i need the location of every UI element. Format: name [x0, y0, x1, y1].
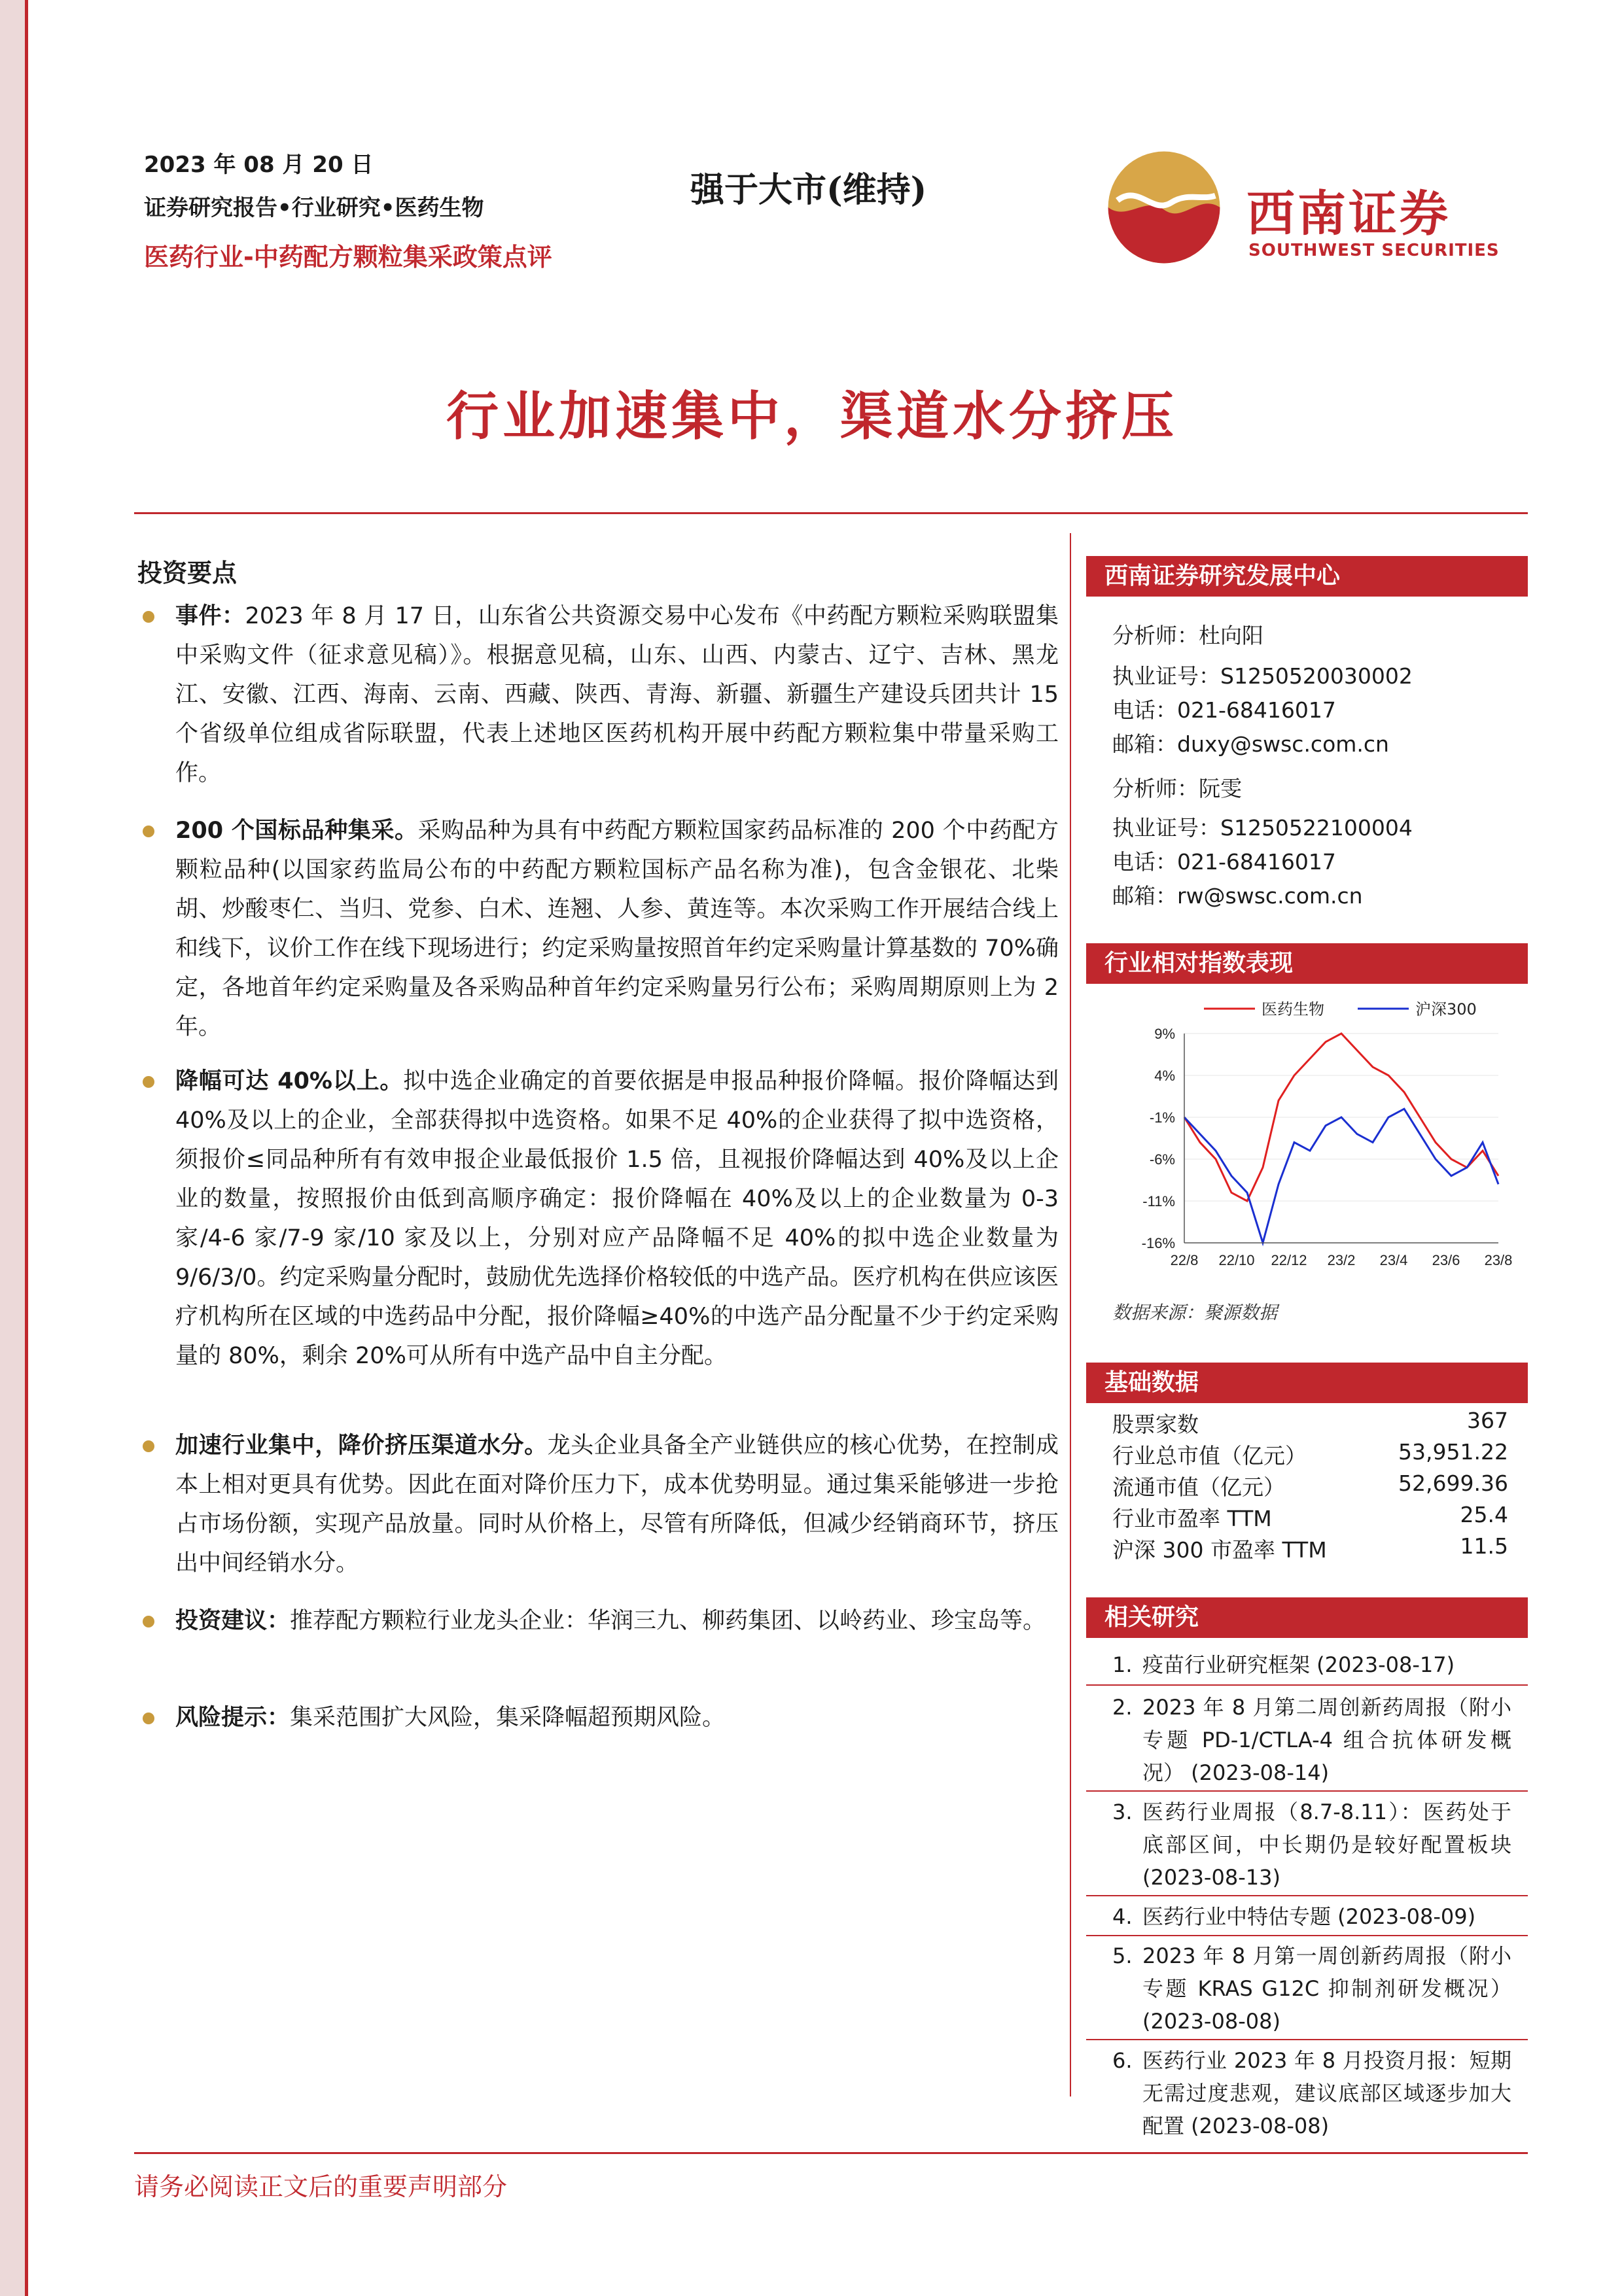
- basic-row: [1112, 1533, 1508, 1564]
- chart-source: 数据来源：聚源数据: [1112, 1302, 1278, 1323]
- analyst-1-email[interactable]: 邮箱：duxy@swsc.com.cn: [1112, 731, 1389, 757]
- basic-label: 沪深 300 市盈率 TTM: [1112, 1537, 1327, 1563]
- related-num: 4.: [1112, 1904, 1133, 1929]
- related-text: 2023 年 8 月第一周创新药周报（附小专题 KRAS G12C 抑制剂研发概况） (2023-08-08): [1142, 1943, 1511, 2034]
- index-performance-bar: 行业相对指数表现: [1086, 943, 1528, 984]
- analyst-2-phone: 电话：021-68416017: [1112, 849, 1336, 875]
- bullet-lead: 降幅可达 40%以上。: [175, 1068, 404, 1094]
- rating: 强于大市(维持): [690, 170, 927, 210]
- bullet-risk: [143, 1698, 1059, 1737]
- logo-emblem-icon: [1106, 149, 1222, 266]
- footer-disclaimer: 请务必阅读正文后的重要声明部分: [134, 2172, 508, 2201]
- related-item[interactable]: [1112, 1691, 1511, 1789]
- chart-x-tick: 23/2: [1327, 1252, 1356, 1268]
- related-divider: [1086, 1935, 1528, 1936]
- basic-row: [1112, 1502, 1508, 1533]
- bullet-lead: 风险提示：: [175, 1705, 291, 1731]
- chart-legend-label: 沪深300: [1415, 1000, 1477, 1018]
- chart-x-tick: 23/8: [1484, 1252, 1513, 1268]
- analyst-1-phone: 电话：021-68416017: [1112, 697, 1336, 723]
- bullet-text: 龙头企业具备全产业链供应的核心优势，在控制成本上相对更具有优势。因此在面对降价压力下，成本优势明显。通过集采能够进一步抢占市场份额，实现产品放量。同时从价格上，尽管有所降低，但减少经销商环节，挤压出中间经销水分。: [175, 1433, 1059, 1576]
- chart-x-tick: 22/12: [1271, 1252, 1307, 1268]
- related-research-bar: 相关研究: [1086, 1597, 1528, 1638]
- related-divider: [1086, 1790, 1528, 1792]
- analyst-1-cert: 执业证号：S1250520030002: [1112, 663, 1413, 689]
- related-item[interactable]: [1112, 1796, 1511, 1894]
- bullet-text: 集采范围扩大风险，集采降幅超预期风险。: [290, 1705, 726, 1731]
- research-center-bar: 西南证券研究发展中心: [1086, 556, 1528, 597]
- basic-row: [1112, 1439, 1508, 1470]
- chart-y-tick: -1%: [1149, 1109, 1175, 1126]
- related-text: 医药行业中特估专题 (2023-08-09): [1142, 1904, 1476, 1929]
- index-line-chart: [1093, 994, 1525, 1282]
- investment-heading: 投资要点: [137, 559, 238, 587]
- related-num: 1.: [1112, 1652, 1133, 1677]
- bullet-lead: 投资建议：: [175, 1608, 291, 1634]
- related-item[interactable]: [1112, 1900, 1511, 1933]
- basic-label: 行业总市值（亿元）: [1112, 1443, 1307, 1469]
- related-item[interactable]: [1112, 1648, 1511, 1681]
- report-subtitle: 医药行业-中药配方颗粒集采政策点评: [144, 243, 552, 271]
- related-text: 医药行业 2023 年 8 月投资月报：短期无需过度悲观，建议底部区域逐步加大配置 (2023-08-08): [1142, 2048, 1511, 2138]
- analyst-2-cert: 执业证号：S1250522100004: [1112, 815, 1413, 841]
- chart-x-tick: 22/8: [1170, 1252, 1199, 1268]
- basic-value: 25.4: [1460, 1502, 1508, 1527]
- column-divider: [1070, 533, 1071, 2096]
- basic-value: 52,699.36: [1398, 1470, 1508, 1496]
- basic-value: 11.5: [1460, 1533, 1508, 1559]
- related-text: 2023 年 8 月第二周创新药周报（附小专题 PD-1/CTLA-4 组合抗体研发概况） (2023-08-14): [1142, 1695, 1511, 1785]
- related-text: 医药行业周报（8.7-8.11）：医药处于底部区间，中长期仍是较好配置板块 (2023-08-13): [1142, 1800, 1511, 1890]
- related-num: 6.: [1112, 2048, 1133, 2073]
- report-date: 2023 年 08 月 20 日: [144, 152, 374, 178]
- bullet-text: 推荐配方颗粒行业龙头企业：华润三九、柳药集团、以岭药业、珍宝岛等。: [290, 1608, 1046, 1634]
- related-num: 5.: [1112, 1943, 1133, 1968]
- chart-series-line-1: [1184, 1109, 1498, 1243]
- bullet-lead: 200 个国标品种集采。: [175, 818, 418, 844]
- basic-label: 行业市盈率 TTM: [1112, 1506, 1272, 1531]
- title-divider: [134, 512, 1528, 514]
- chart-x-tick: 22/10: [1218, 1252, 1255, 1268]
- related-divider: [1086, 1684, 1528, 1686]
- chart-y-tick: -16%: [1141, 1235, 1175, 1251]
- related-divider: [1086, 2039, 1528, 2040]
- basic-value: 53,951.22: [1398, 1439, 1508, 1465]
- related-divider: [1086, 1895, 1528, 1896]
- bullet-200-varieties: [143, 811, 1059, 1047]
- bullet-lead: 事件：: [175, 603, 245, 629]
- basic-row: [1112, 1408, 1508, 1438]
- related-num: 2.: [1112, 1695, 1133, 1720]
- left-accent-line: [25, 0, 28, 2296]
- bullet-concentration: [143, 1426, 1059, 1583]
- analyst-2-name: 分析师：阮雯: [1112, 776, 1242, 801]
- chart-x-tick: 23/6: [1432, 1252, 1460, 1268]
- bullet-event: [143, 597, 1059, 793]
- basic-data-bar: 基础数据: [1086, 1363, 1528, 1403]
- chart-y-tick: -11%: [1142, 1193, 1175, 1209]
- related-text: 疫苗行业研究框架 (2023-08-17): [1142, 1652, 1455, 1677]
- basic-row: [1112, 1470, 1508, 1501]
- basic-label: 流通市值（亿元）: [1112, 1474, 1285, 1500]
- logo-text-en: SOUTHWEST SECURITIES: [1248, 241, 1500, 260]
- chart-y-tick: 4%: [1154, 1068, 1175, 1084]
- basic-value: 367: [1467, 1408, 1508, 1433]
- bullet-price-drop: [143, 1062, 1059, 1376]
- chart-y-tick: -6%: [1149, 1151, 1175, 1168]
- related-item[interactable]: [1112, 1939, 1511, 2038]
- footer-divider: [134, 2152, 1528, 2154]
- chart-x-tick: 23/4: [1379, 1252, 1408, 1268]
- chart-legend-label: 医药生物: [1262, 1000, 1324, 1018]
- page-title: 行业加速集中，渠道水分挤压: [446, 385, 1178, 447]
- bullet-text: 2023 年 8 月 17 日，山东省公共资源交易中心发布《中药配方颗粒采购联盟集中采购文件（征求意见稿）》。根据意见稿，山东、山西、内蒙古、辽宁、吉林、黑龙江、安徽、江西、海南、云南、西藏、陕西、青海、新疆、新疆生产建设兵团共计 15 个省级单位组成省际联盟，代表上述地区医药机构开展中药配方颗粒集中带量采购工作。: [175, 603, 1059, 786]
- basic-label: 股票家数: [1112, 1412, 1199, 1437]
- analyst-1-name: 分析师：杜向阳: [1112, 623, 1263, 648]
- bullet-text: 拟中选企业确定的首要依据是申报品种报价降幅。报价降幅达到 40%及以上的企业，全部获得拟中选资格。如果不足 40%的企业获得了拟中选资格，须报价≤同品种所有有效申报企业最低报价 1.5 倍，且视报价降幅达到 40%及以上企业的数量，按照报价由低到高顺序确定：报价降幅在 40%及以上的企业数量为 0-3 家/4-6 家/7-9 家/10 家及以上，分别对应产品降幅不足 40%的拟中选企业数量为 9/6/3/0。约定采购量分配时，鼓励优先选择价格较低的中选产品。医疗机构在供应该医疗机构所在区域的中选药品中分配，报价降幅≥40%的中选产品分配量不少于约定采购量的 80%，剩余 20%可从所有中选产品中自主分配。: [175, 1068, 1059, 1369]
- chart-y-tick: 9%: [1154, 1026, 1175, 1042]
- related-item[interactable]: [1112, 2044, 1511, 2142]
- bullet-advice: [143, 1601, 1059, 1641]
- report-type: 证券研究报告•行业研究•医药生物: [144, 195, 484, 221]
- logo-text-cn: 西南证券: [1246, 186, 1451, 242]
- bullet-lead: 加速行业集中，降价挤压渠道水分。: [175, 1433, 548, 1459]
- related-num: 3.: [1112, 1800, 1133, 1824]
- bullet-text: 采购品种为具有中药配方颗粒国家药品标准的 200 个中药配方颗粒品种(以国家药监局公布的中药配方颗粒国标产品名称为准)，包含金银花、北柴胡、炒酸枣仁、当归、党参、白术、连翘、人参、黄连等。本次采购工作开展结合线上和线下，议价工作在线下现场进行；约定采购量按照首年约定采购量计算基数的 70%确定，各地首年约定采购量及各采购品种首年约定采购量另行公布；采购周期原则上为 2 年。: [175, 818, 1059, 1040]
- analyst-2-email[interactable]: 邮箱：rw@swsc.com.cn: [1112, 883, 1363, 909]
- left-decorative-strip: [0, 0, 25, 2296]
